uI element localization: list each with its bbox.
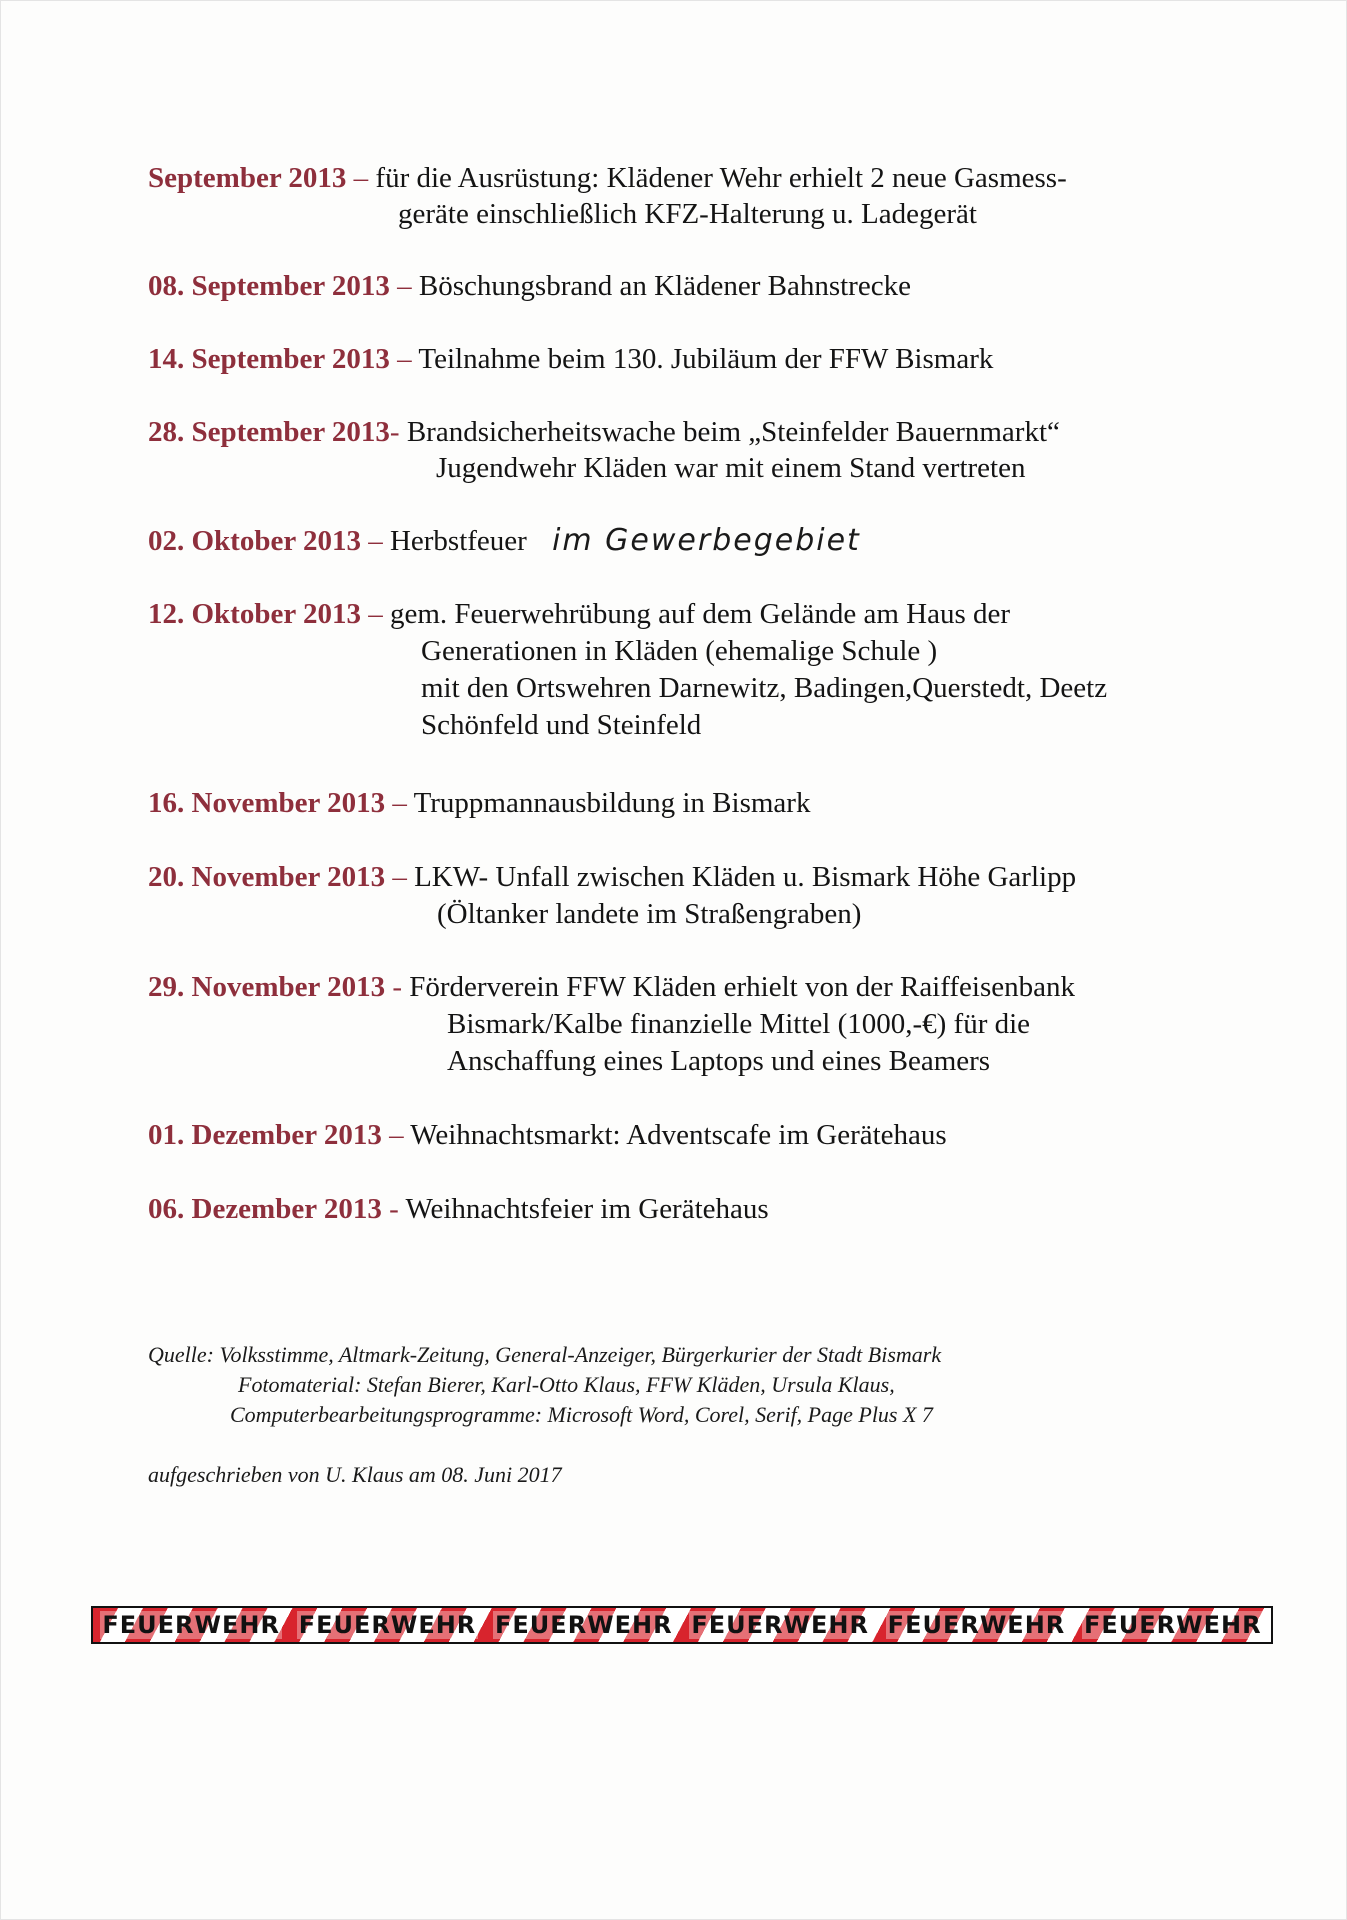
entry-separator: –: [381, 1119, 411, 1151]
entry-separator: –: [346, 162, 376, 194]
entry-continuation: mit den Ortswehren Darnewitz, Badingen,Querstedt, Deetz: [421, 672, 1108, 704]
entry-separator: –: [385, 861, 415, 893]
entry-continuation: Generationen in Kläden (ehemalige Schule ): [421, 635, 938, 667]
entry-continuation: Bismark/Kalbe finanzielle Mittel (1000,-€) für die: [447, 1008, 1031, 1040]
entry-separator: –: [389, 343, 419, 375]
source-line: Quelle: Volksstimme, Altmark-Zeitung, General-Anzeiger, Bürgerkurier der Stadt Bismark: [148, 1342, 942, 1367]
chronicle-entry: [148, 1191, 769, 1228]
entry-date: 14. September 2013: [148, 343, 390, 375]
tape-word: FEUERWEHR: [691, 1611, 869, 1639]
entry-separator: -: [385, 971, 410, 1003]
chronicle-entry: [148, 969, 1075, 1006]
entry-separator: –: [389, 270, 419, 302]
entry-continuation: (Öltanker landete im Straßengraben): [437, 898, 862, 930]
entry-text: Weihnachtsfeier im Gerätehaus: [405, 1193, 769, 1225]
chronicle-entry: [148, 268, 911, 305]
entry-date: 20. November 2013: [148, 861, 386, 893]
photo-credit-line: Fotomaterial: Stefan Bierer, Karl-Otto Klaus, FFW Kläden, Ursula Klaus,: [238, 1372, 895, 1397]
entry-date: 12. Oktober 2013: [148, 598, 361, 630]
entry-text: Weihnachtsmarkt: Adventscafe im Gerätehaus: [410, 1119, 947, 1151]
entry-date: 08. September 2013: [148, 270, 390, 302]
entry-date: 01. Dezember 2013: [148, 1119, 382, 1151]
chronicle-entry: [148, 859, 1076, 896]
tape-word: FEUERWEHR: [298, 1611, 477, 1639]
written-by-line: aufgeschrieben von U. Klaus am 08. Juni 2017: [148, 1462, 562, 1487]
entry-continuation: Jugendwehr Kläden war mit einem Stand vertreten: [436, 452, 1026, 484]
chronicle-entry: [148, 341, 993, 378]
entry-date: 29. November 2013: [148, 971, 386, 1003]
chronicle-entry: [148, 596, 1010, 633]
entry-text: für die Ausrüstung: Klädener Wehr erhielt 2 neue Gasmess-: [375, 162, 1067, 194]
entry-separator: -: [389, 416, 407, 448]
chronicle-entry: [148, 522, 861, 560]
software-line: Computerbearbeitungsprogramme: Microsoft Word, Corel, Serif, Page Plus X 7: [230, 1402, 933, 1427]
entry-date: 28. September 2013: [148, 416, 390, 448]
entry-date: September 2013: [148, 162, 347, 194]
handwritten-note: im Gewerbegebiet: [552, 523, 861, 558]
entry-separator: –: [360, 525, 390, 557]
entry-text: LKW- Unfall zwischen Kläden u. Bismark Höhe Garlipp: [414, 861, 1077, 893]
entry-date: 02. Oktober 2013: [148, 525, 361, 557]
tape-word: FEUERWEHR: [495, 1611, 673, 1639]
tape-word: FEUERWEHR: [887, 1611, 1066, 1639]
entry-separator: –: [360, 598, 390, 630]
feuerwehr-barrier-tape: [91, 1606, 1273, 1644]
tape-word: FEUERWEHR: [102, 1611, 280, 1639]
entry-date: 16. November 2013: [148, 787, 386, 819]
entry-date: 06. Dezember 2013: [148, 1193, 382, 1225]
chronicle-entry: [148, 160, 1067, 197]
entry-text: Herbstfeuer: [389, 525, 527, 557]
tape-word: FEUERWEHR: [1084, 1611, 1262, 1639]
chronicle-entry: [148, 414, 1060, 451]
entry-text: Truppmannausbildung in Bismark: [413, 787, 811, 819]
entry-continuation: Anschaffung eines Laptops und eines Beamers: [447, 1045, 991, 1077]
entry-separator: -: [381, 1193, 406, 1225]
entry-text: gem. Feuerwehrübung auf dem Gelände am Haus der: [389, 598, 1011, 630]
chronicle-entry: [148, 785, 810, 822]
entry-text: Brandsicherheitswache beim „Steinfelder Bauernmarkt“: [406, 416, 1060, 448]
entry-continuation: Schönfeld und Steinfeld: [421, 709, 702, 741]
entry-text: Böschungsbrand an Klädener Bahnstrecke: [418, 270, 911, 302]
entry-separator: –: [385, 787, 414, 819]
entry-continuation: geräte einschließlich KFZ-Halterung u. Ladegerät: [398, 198, 977, 230]
entry-text: Förderverein FFW Kläden erhielt von der Raiffeisenbank: [409, 971, 1075, 1003]
chronicle-entry: [148, 1117, 947, 1154]
entry-text: Teilnahme beim 130. Jubiläum der FFW Bismark: [418, 343, 994, 375]
